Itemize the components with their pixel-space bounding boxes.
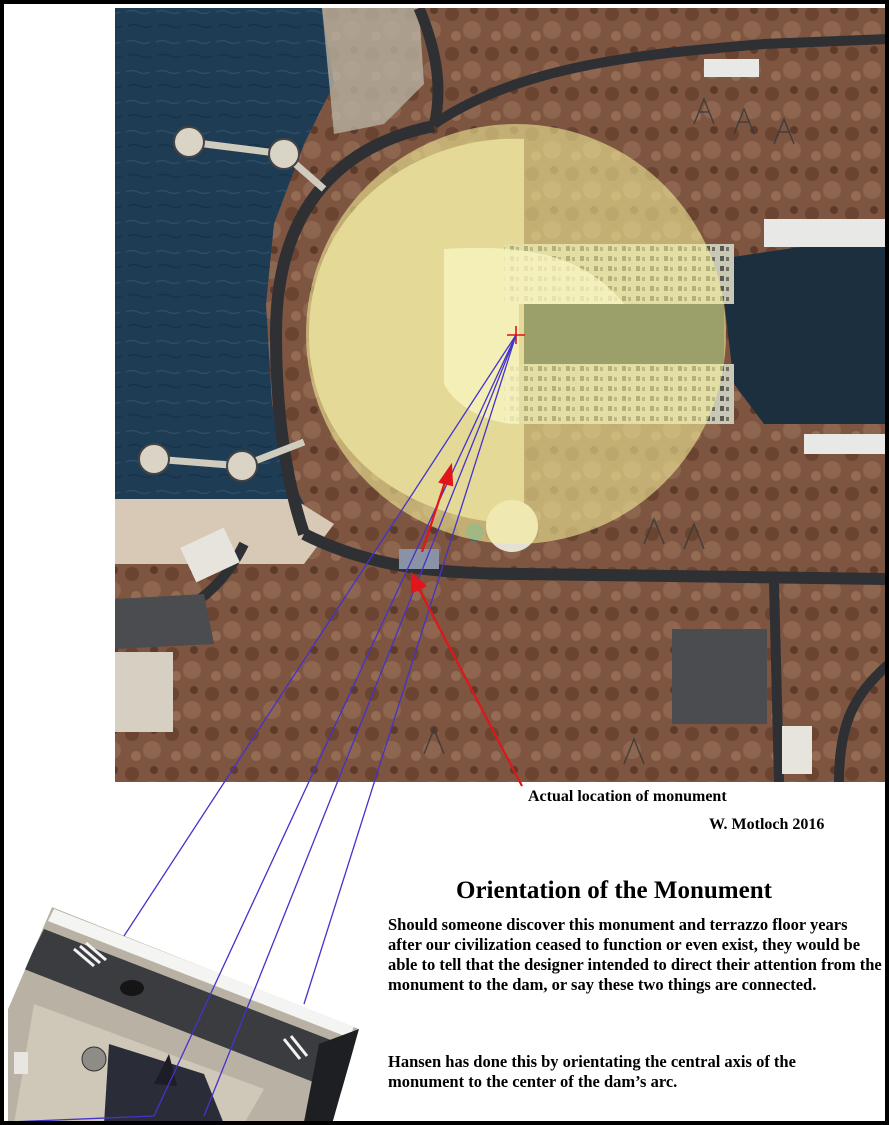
inset-kiosk [14, 1052, 28, 1074]
explanation-paragraph-1: Should someone discover this monument and terrazzo floor years after our civilization ceased to function or even exist, they would be able to tell that the designer intended to direct their attention from the monument to the dam, or say these two things are connected. [388, 915, 882, 994]
building-east [764, 219, 889, 247]
explanation-paragraph-2: Hansen has done this by orientating the central axis of the monument to the center of the dam’s arc. [388, 1052, 796, 1091]
inset-car [120, 980, 144, 996]
building-southeast-small [782, 726, 812, 774]
figure-title: Orientation of the Monument [456, 877, 772, 904]
author-credit: W. Motloch 2016 [709, 816, 825, 833]
parking-lot-west [115, 594, 214, 649]
spillway-structure [115, 652, 173, 732]
actual-location-label: Actual location of monument [528, 788, 727, 805]
road-south-branch [774, 582, 779, 782]
inset-flagpole-base [82, 1047, 106, 1071]
colorado-river [719, 234, 889, 424]
satellite-image [115, 8, 889, 782]
building-north [704, 59, 759, 77]
building-southeast [804, 434, 889, 454]
monument-inset-photo [8, 907, 359, 1124]
monument-plaza [399, 549, 439, 569]
parking-lot-east [672, 629, 767, 724]
